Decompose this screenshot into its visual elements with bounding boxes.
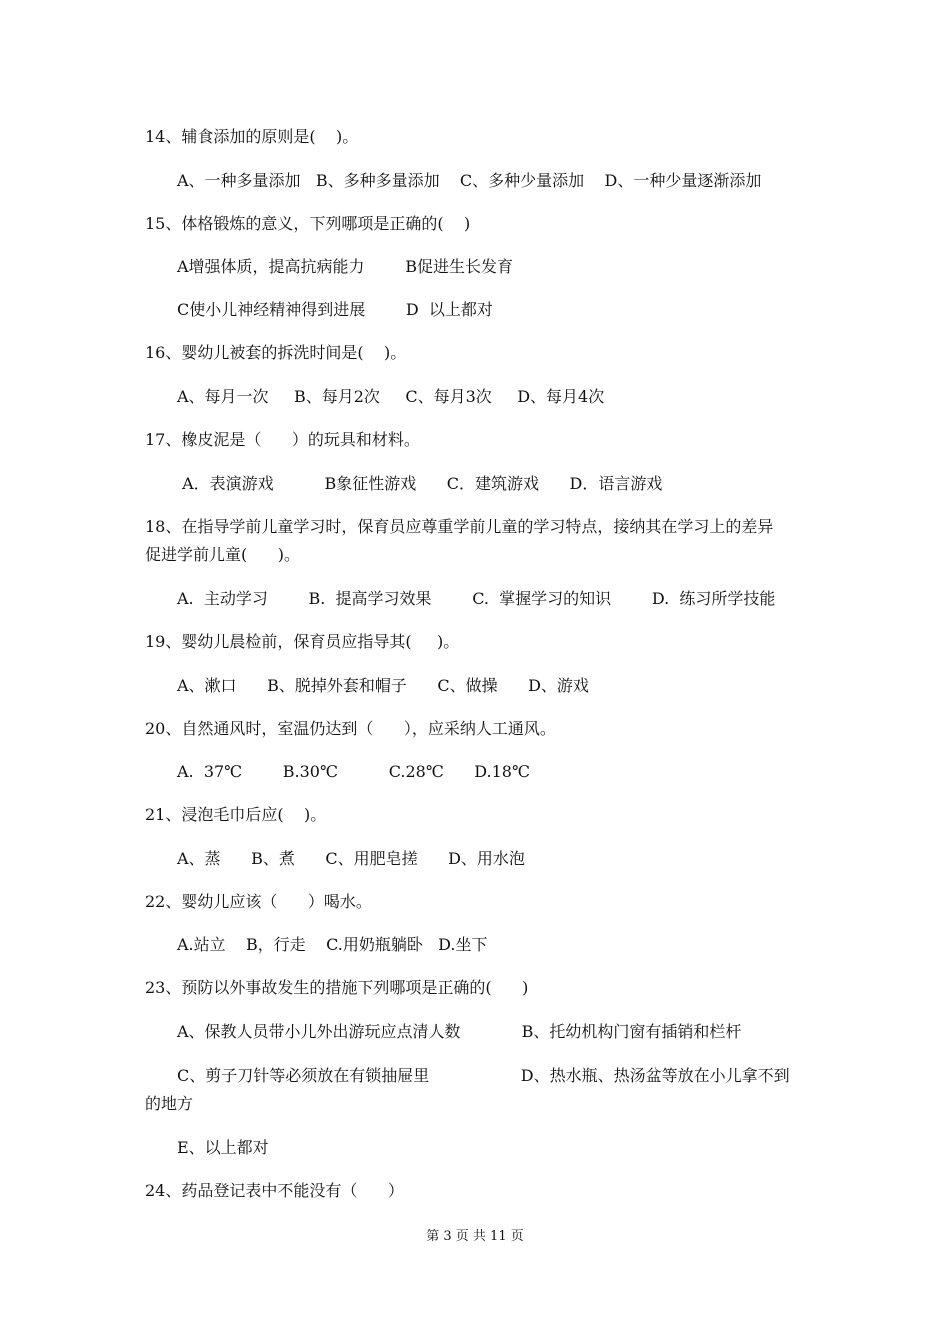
page-number-footer: 第 3 页 共 11 页 (426, 1229, 524, 1244)
question-options: C使小儿神经精神得到进展 D 以上都对 (177, 300, 493, 319)
question-options: A. 37℃ B.30℃ C.28℃ D.18℃ (177, 762, 530, 781)
question-options: C、剪子刀针等必须放在有锁抽屉里 D、热水瓶、热汤盆等放在小儿拿不到 (177, 1066, 790, 1085)
question-options: A、每月一次 B、每月2次 C、每月3次 D、每月4次 (177, 387, 605, 406)
question-stem: 21、浸泡毛巾后应( )。 (145, 805, 327, 824)
question-options: A、漱口 B、脱掉外套和帽子 C、做操 D、游戏 (177, 676, 589, 695)
question-stem: 17、橡皮泥是（ ）的玩具和材料。 (145, 430, 420, 449)
question-options: A、蒸 B、煮 C、用肥皂搓 D、用水泡 (177, 849, 525, 868)
question-options: A.站立 B，行走 C.用奶瓶躺卧 D.坐下 (177, 935, 488, 954)
question-stem: 19、婴幼儿晨检前，保育员应指导其( )。 (145, 632, 460, 651)
question-options: E、以上都对 (177, 1138, 269, 1157)
question-stem: 22、婴幼儿应该（ ）喝水。 (145, 892, 372, 911)
question-stem: 15、体格锻炼的意义，下列哪项是正确的( ) (145, 214, 471, 233)
question-stem-continued: 促进学前儿童( )。 (145, 545, 301, 564)
question-stem: 24、药品登记表中不能没有（ ） (145, 1181, 404, 1200)
question-stem: 23、预防以外事故发生的措施下列哪项是正确的( ) (145, 978, 529, 997)
question-options: A. 主动学习 B. 提高学习效果 C. 掌握学习的知识 D. 练习所学技能 (177, 589, 776, 608)
question-options: A．表演游戏 B象征性游戏 C．建筑游戏 D．语言游戏 (177, 474, 663, 493)
question-options-continued: 的地方 (145, 1094, 194, 1113)
question-stem: 16、婴幼儿被套的拆洗时间是( )。 (145, 343, 407, 362)
question-options: A、一种多量添加 B、多种多量添加 C、多种少量添加 D、一种少量逐渐添加 (177, 171, 762, 190)
question-stem: 14、辅食添加的原则是( )。 (145, 127, 359, 146)
question-options: A、保教人员带小儿外出游玩应点清人数 B、托幼机构门窗有插销和栏杆 (177, 1022, 742, 1041)
question-options: A增强体质，提高抗病能力 B促进生长发育 (177, 257, 514, 276)
question-stem: 18、在指导学前儿童学习时，保育员应尊重学前儿童的学习特点，接纳其在学习上的差异 (145, 517, 774, 536)
question-stem: 20、自然通风时，室温仍达到（ ），应采纳人工通风。 (145, 719, 556, 738)
